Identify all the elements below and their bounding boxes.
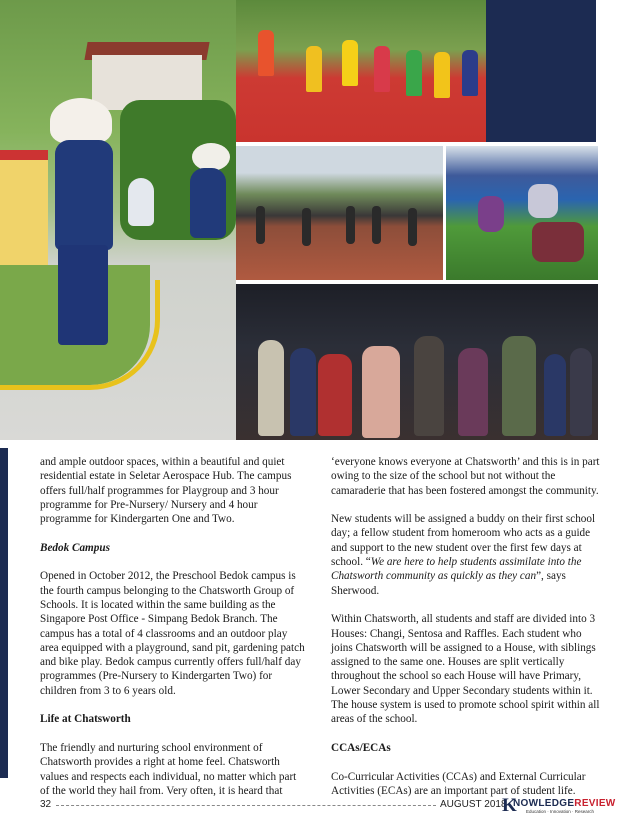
paragraph-buddy — [331, 512, 601, 598]
photo-stage-performance — [236, 284, 598, 440]
photo-track-race — [236, 0, 486, 142]
quote: We are here to help students assimilate into the Chatsworth community as quickly as they can — [331, 556, 582, 583]
paragraph: ‘everyone knows everyone at Chatsworth’ and this is in part owing to the size of the school but not without the camaraderie that has been fostered amongst the community. — [331, 456, 600, 497]
paragraph: Opened in October 2012, the Preschool Bedok campus is the fourth campus belonging to the Chatsworth Group of Schools. It is located within the same building as the Singapore Post Office - Simpang Bedok Branch. The campus has a total of 4 classrooms and an outdoor play area equipped with a playground, sand pit, gardening patch and bike play. Bedok campus currently offers full/half day programmes (Pre-Nursery to Kindergarten Two) for children from 3 to 6 years old. — [40, 570, 305, 697]
child — [528, 184, 558, 218]
dancer — [256, 206, 265, 244]
actor — [318, 354, 352, 436]
actor — [502, 336, 536, 436]
boy-hat — [192, 143, 230, 171]
actor — [290, 348, 316, 436]
footer-dashed-rule — [56, 805, 436, 806]
photo-hall-performance — [236, 146, 443, 280]
section-heading-life: Life at Chatsworth — [40, 713, 131, 726]
logo-big-letter: K — [502, 795, 517, 816]
page-footer — [0, 796, 638, 816]
issue-date: AUGUST 2018 — [440, 799, 507, 810]
runner — [306, 46, 322, 92]
dancer — [346, 206, 355, 244]
boy-body — [190, 168, 226, 238]
section-heading-bedok: Bedok Campus — [40, 541, 110, 554]
dancer — [372, 206, 381, 244]
child-background — [128, 178, 154, 226]
runner — [462, 50, 478, 96]
logo-word-suffix: REVIEW — [574, 798, 616, 809]
actor — [258, 340, 284, 436]
section-heading-ccas: CCAs/ECAs — [331, 741, 391, 754]
knowledge-review-logo — [502, 795, 616, 816]
paragraph: The friendly and nurturing school environment of Chatsworth provides a right at home feel. Chatsworth values and respects each individual, no matter which part of the world they hail from. Very often, it is heard that — [40, 741, 297, 797]
dancer — [408, 208, 417, 246]
playhouse — [0, 150, 48, 270]
logo-word-prefix: NOWLEDGE — [513, 798, 575, 809]
dancer — [302, 208, 311, 246]
logo-wordmark — [513, 798, 616, 809]
paragraph: Within Chatsworth, all students and staff are divided into 3 Houses: Changi, Sentosa and Raffles. Each student who joins Chatsworth will be assigned to a House, with siblings assigned to the same one. Houses are split vertically throughout the school so each House will have Primary, Lower Secondary and Upper Secondary students within it. The house system is used to promote school spirit within all areas of the school. — [331, 613, 600, 726]
runner — [258, 30, 274, 76]
girl-body — [55, 140, 113, 250]
paragraph: Co-Curricular Activities (CCAs) and External Curricular Activities (ECAs) are an important part of student life. — [331, 770, 586, 797]
page-number: 32 — [40, 799, 52, 810]
runner — [434, 52, 450, 98]
actor — [458, 348, 488, 436]
photo-playground — [446, 146, 598, 280]
navy-accent-block — [486, 0, 596, 142]
girl-hat — [50, 98, 112, 144]
paragraph: and ample outdoor spaces, within a beautiful and quiet residential estate in Seletar Aerospace Hub. The campus offers full/half programmes for Playgroup and 3 hour programme for Pre-Nursery/ Nursery and 4 hour programme for Kindergarten One and Two. — [40, 456, 292, 526]
actor — [414, 336, 444, 436]
runner — [342, 40, 358, 86]
logo-tagline: Education · Innovation · Research — [526, 809, 595, 814]
child — [532, 222, 584, 262]
child — [478, 196, 504, 232]
navy-left-bar — [0, 448, 8, 778]
paragraph-text: ”, says Sherwood. — [331, 570, 566, 597]
actor — [362, 346, 400, 438]
paragraph-text: New students will be assigned a buddy on their first school day; a fellow student from homeroom who acts as a guide and support to the new student over the first few days at school. “ — [331, 513, 596, 569]
text-column-left — [40, 455, 308, 812]
photo-girl-running — [0, 0, 236, 440]
girl-legs — [58, 245, 108, 345]
actor — [570, 348, 592, 436]
text-column-right — [331, 455, 601, 812]
runner — [406, 50, 422, 96]
actor — [544, 354, 566, 436]
runner — [374, 46, 390, 92]
